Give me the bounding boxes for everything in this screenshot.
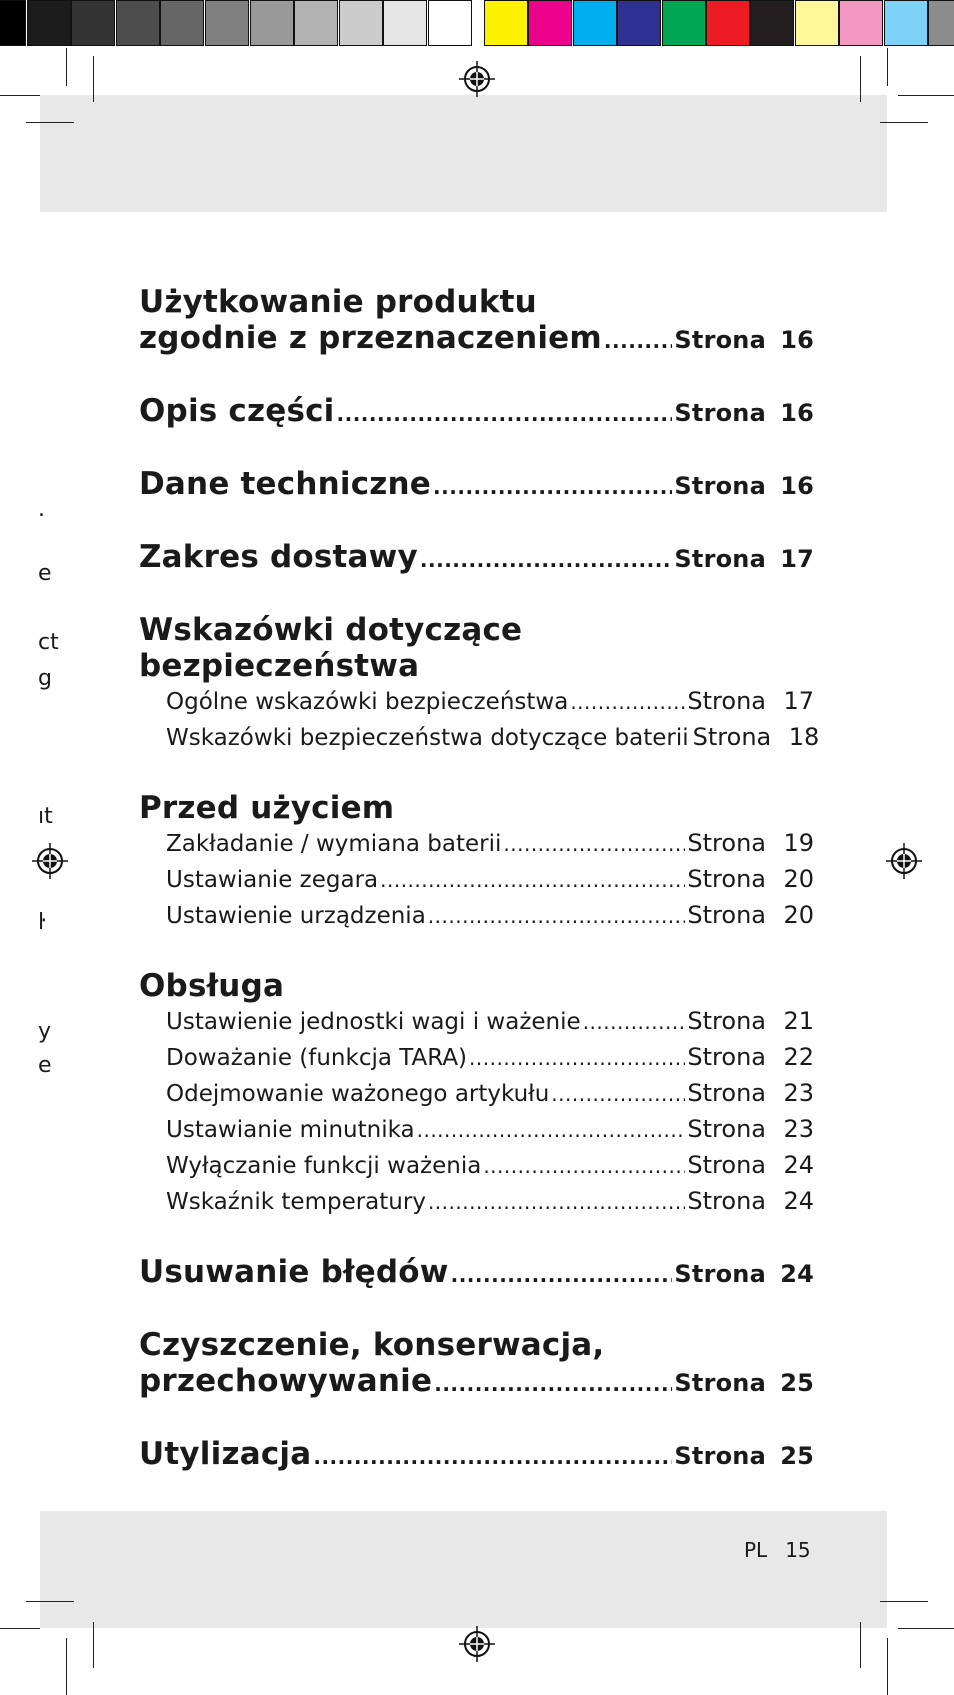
toc-entry[interactable] [139, 539, 814, 578]
page-reference [687, 862, 814, 897]
leader-dots [483, 1149, 685, 1184]
leader-dots [428, 899, 686, 934]
page-number: 15 [785, 1538, 811, 1562]
page-reference [687, 684, 814, 719]
color-swatch [750, 0, 794, 46]
page-number: 20 [783, 901, 814, 929]
page-reference [687, 1076, 814, 1111]
toc-subentry[interactable] [139, 1112, 814, 1148]
leader-dots [551, 1077, 685, 1112]
toc-heading: Wskazówki dotyczące [139, 612, 523, 648]
footer-band [40, 1511, 887, 1628]
page-number: 16 [780, 326, 814, 354]
edge-text-fragment: ıt [38, 804, 53, 829]
toc-heading: Czyszczenie, konserwacja, [139, 1327, 605, 1363]
edge-text-fragment: . [38, 497, 45, 522]
page-reference [674, 541, 814, 577]
toc-subentry[interactable] [139, 1040, 814, 1076]
page-number: 19 [783, 829, 814, 857]
leader-dots [604, 323, 673, 359]
registration-mark-icon [459, 1626, 495, 1662]
page-word: Strona [687, 901, 766, 929]
color-swatch [484, 0, 528, 46]
toc-heading: Opis części [139, 393, 335, 429]
toc-subentry[interactable] [139, 1184, 814, 1220]
leader-dots [469, 1041, 685, 1076]
gray-swatch [383, 0, 427, 46]
page-number: 24 [783, 1187, 814, 1215]
page-word: Strona [687, 1007, 766, 1035]
page-number: 20 [783, 865, 814, 893]
edge-text-fragment: ŀ [38, 910, 46, 935]
leader-dots [434, 1366, 672, 1402]
page-number: 24 [783, 1151, 814, 1179]
page-number: 17 [783, 687, 814, 715]
toc-subentry-label: Wyłączanie funkcji ważenia [166, 1153, 482, 1179]
gray-swatch [294, 0, 338, 46]
page-word: Strona [692, 723, 772, 751]
toc-heading: Obsługa [139, 968, 285, 1004]
page-reference [687, 898, 814, 933]
page-number: 23 [783, 1115, 814, 1143]
toc-subsection-list [139, 684, 820, 756]
leader-dots [583, 1005, 686, 1040]
page-word: Strona [674, 326, 766, 354]
toc-entry[interactable] [139, 790, 814, 934]
leader-dots [417, 1113, 686, 1148]
page-reference [674, 1365, 814, 1401]
color-swatch [573, 0, 617, 46]
toc-subsection-list [139, 826, 814, 934]
color-swatch [528, 0, 572, 46]
page-reference [687, 1004, 814, 1039]
page-number: 21 [783, 1007, 814, 1035]
toc-heading: Utylizacja [139, 1436, 312, 1472]
page-number: 25 [780, 1442, 814, 1470]
toc-heading: Użytkowanie produktu [139, 284, 537, 320]
page-footer [744, 1538, 811, 1562]
toc-subentry[interactable] [139, 684, 814, 720]
page-reference [687, 1040, 814, 1075]
page-reference [674, 468, 814, 504]
toc-subentry-label: Wskazówki bezpieczeństwa dotyczące baterii [166, 725, 689, 751]
leader-dots [380, 863, 685, 898]
leader-dots [570, 685, 685, 720]
page-word: Strona [687, 687, 766, 715]
toc-subentry[interactable] [139, 1076, 814, 1112]
page-reference [687, 1184, 814, 1219]
edge-text-fragment: g [38, 666, 52, 691]
page-word: Strona [687, 829, 766, 857]
page-number: 23 [783, 1079, 814, 1107]
toc-heading: przechowywanie [139, 1363, 433, 1399]
leader-dots [313, 1439, 672, 1475]
page-word: Strona [687, 865, 766, 893]
edge-text-fragment: e [38, 1053, 52, 1078]
color-swatch [884, 0, 928, 46]
page-reference [693, 720, 820, 755]
page-number: 18 [788, 723, 820, 751]
toc-heading: Usuwanie błędów [139, 1254, 449, 1290]
page-number: 22 [783, 1043, 814, 1071]
color-swatch [662, 0, 706, 46]
gray-swatch [339, 0, 383, 46]
registration-mark-icon [459, 61, 495, 97]
toc-subentry[interactable] [139, 1148, 814, 1184]
page-word: Strona [674, 399, 766, 427]
page-number: 25 [780, 1369, 814, 1397]
toc-heading: Dane techniczne [139, 466, 432, 502]
leader-dots [337, 396, 673, 432]
toc-subentry[interactable] [139, 1004, 814, 1040]
page-reference [674, 1256, 814, 1292]
toc-entry[interactable] [139, 284, 814, 359]
page-number: 17 [780, 545, 814, 573]
page-word: Strona [674, 1442, 766, 1470]
leader-dots [451, 1257, 673, 1293]
edge-text-fragment: e [38, 561, 52, 586]
gray-swatch [71, 0, 115, 46]
toc-heading: bezpieczeństwa [139, 648, 420, 684]
toc-subentry-label: Ustawienie jednostki wagi i ważenie [166, 1009, 581, 1035]
color-swatch [706, 0, 750, 46]
page-number: 24 [780, 1260, 814, 1288]
toc-subentry-label: Ustawianie zegara [166, 867, 379, 893]
page-word: Strona [674, 472, 766, 500]
leader-dots [420, 542, 673, 578]
registration-mark-icon [886, 843, 922, 879]
gray-swatch [428, 0, 472, 46]
toc-entry[interactable] [139, 393, 814, 432]
toc-subentry[interactable] [139, 898, 814, 934]
color-swatch [928, 0, 954, 46]
gray-swatch [250, 0, 294, 46]
toc-subentry-label: Ustawianie minutnika [166, 1117, 415, 1143]
gray-swatch [160, 0, 204, 46]
toc-entry[interactable] [139, 466, 814, 505]
toc-subentry-label: Wskaźnik temperatury [166, 1189, 426, 1215]
color-swatch [795, 0, 839, 46]
page-word: Strona [674, 1260, 766, 1288]
page-number: 16 [780, 472, 814, 500]
header-band [40, 95, 887, 212]
toc-entry[interactable] [139, 968, 814, 1220]
toc-subentry[interactable] [139, 720, 820, 756]
page-word: Strona [674, 545, 766, 573]
gray-swatch [205, 0, 249, 46]
toc-heading: Zakres dostawy [139, 539, 418, 575]
toc-subentry-label: Doważanie (funkcja TARA) [166, 1045, 468, 1071]
toc-subentry-label: Zakładanie / wymiana baterii [166, 831, 502, 857]
table-of-contents [139, 284, 820, 1475]
page-word: Strona [687, 1187, 766, 1215]
page-number: 16 [780, 399, 814, 427]
page-word: Strona [687, 1151, 766, 1179]
toc-entry[interactable] [139, 612, 820, 756]
toc-entry[interactable] [139, 1436, 814, 1475]
page-reference [687, 1112, 814, 1147]
toc-subentry[interactable] [139, 862, 814, 898]
page-word: Strona [687, 1115, 766, 1143]
gray-swatch [0, 0, 26, 46]
page-reference [687, 1148, 814, 1183]
toc-subentry-label: Ogólne wskazówki bezpieczeństwa [166, 689, 569, 715]
toc-heading: Przed użyciem [139, 790, 395, 826]
edge-text-fragment: ct [38, 630, 59, 655]
leader-dots [503, 827, 685, 862]
toc-subentry-label: Odejmowanie ważonego artykułu [166, 1081, 550, 1107]
toc-subentry-label: Ustawienie urządzenia [166, 903, 426, 929]
gray-swatch [27, 0, 71, 46]
edge-text-fragment: y [38, 1019, 52, 1044]
toc-subentry[interactable] [139, 826, 814, 862]
toc-subsection-list [139, 1004, 814, 1220]
toc-entry[interactable] [139, 1254, 814, 1293]
page-reference [674, 1438, 814, 1474]
registration-mark-icon [32, 843, 68, 879]
page-word: Strona [687, 1043, 766, 1071]
page-word: Strona [687, 1079, 766, 1107]
language-code: PL [744, 1538, 768, 1562]
leader-dots [433, 469, 672, 505]
page-reference [687, 826, 814, 861]
page-word: Strona [674, 1369, 766, 1397]
gray-swatch [116, 0, 160, 46]
page-reference [674, 395, 814, 431]
color-calibration-bar [0, 0, 954, 48]
toc-heading: zgodnie z przeznaczeniem [139, 320, 602, 356]
page-reference [674, 322, 814, 358]
color-swatch [617, 0, 661, 46]
leader-dots [428, 1185, 685, 1220]
color-swatch [839, 0, 883, 46]
toc-entry[interactable] [139, 1327, 814, 1402]
